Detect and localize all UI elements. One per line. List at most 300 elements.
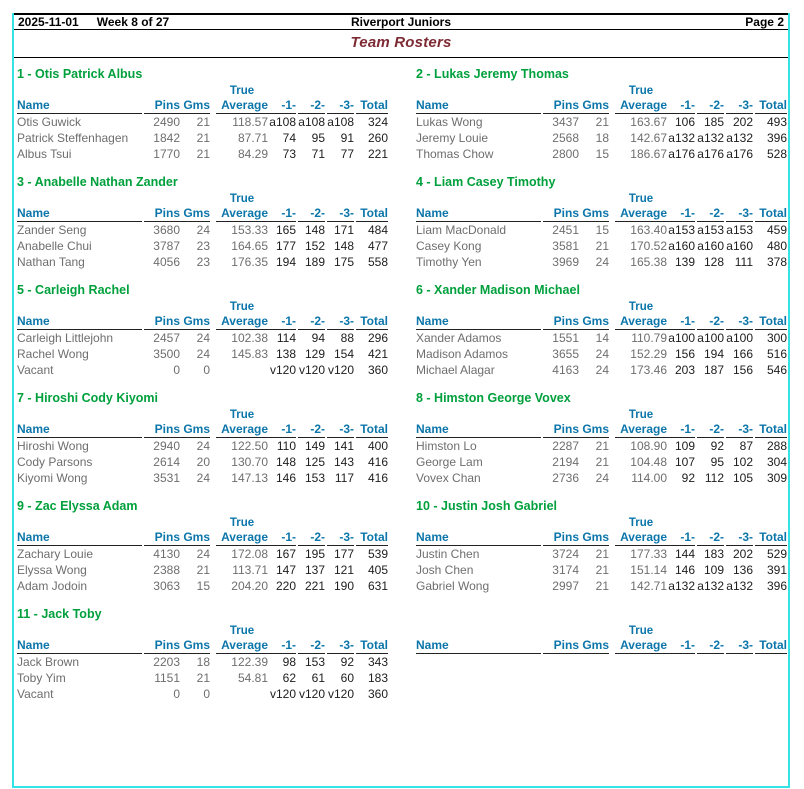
true-header-row (416, 193, 787, 206)
player-name: Vacant (17, 687, 54, 701)
game2-score: 71 (311, 147, 325, 161)
team-block (17, 496, 388, 594)
series-total: 416 (367, 455, 388, 469)
col-game3: -3- (726, 422, 753, 438)
player-games: 24 (595, 347, 609, 361)
col-game3: -3- (726, 98, 753, 114)
roster-table (17, 85, 388, 162)
player-pins: 3063 (153, 579, 180, 593)
team-block (17, 280, 388, 378)
player-name: Elyssa Wong (17, 563, 87, 577)
game2-score: 153 (304, 655, 325, 669)
col-total: Total (755, 98, 787, 114)
col-average: Average (615, 638, 667, 654)
game1-score: 220 (275, 579, 296, 593)
player-average: 176.35 (231, 255, 268, 269)
game1-score: 92 (681, 471, 695, 485)
game3-score: 166 (732, 347, 753, 361)
roster-row (416, 438, 787, 455)
game3-score: 141 (333, 439, 354, 453)
game3-score: a132 (726, 131, 753, 145)
col-game3: -3- (726, 638, 753, 654)
player-games: 21 (196, 671, 210, 685)
col-pins: Pins (144, 530, 180, 546)
player-pins: 3531 (153, 471, 180, 485)
page-number: Page 2 (745, 15, 784, 29)
column-header-row (17, 98, 388, 114)
roster-table (416, 409, 787, 486)
game2-score: 189 (304, 255, 325, 269)
column-header-row (17, 422, 388, 438)
series-total: 400 (367, 439, 388, 453)
player-name: Otis Guwick (17, 115, 82, 129)
game1-score: 146 (275, 471, 296, 485)
column-header-row (416, 314, 787, 330)
game2-score: 148 (304, 223, 325, 237)
series-total: 529 (766, 547, 787, 561)
player-pins: 2736 (552, 471, 579, 485)
report-title: Team Rosters (350, 34, 452, 51)
col-game1: -1- (268, 206, 296, 222)
roster-row (416, 454, 787, 470)
true-header-row (17, 301, 388, 314)
col-pins: Pins (543, 98, 579, 114)
player-average: 170.52 (630, 239, 667, 253)
player-games: 24 (196, 439, 210, 453)
series-total: 459 (766, 223, 787, 237)
series-total: 477 (367, 239, 388, 253)
game1-score: 167 (275, 547, 296, 561)
game2-score: a132 (697, 131, 724, 145)
player-name: Adam Jodoin (17, 579, 88, 593)
roster-table (17, 301, 388, 378)
player-games: 21 (196, 115, 210, 129)
col-total: Total (755, 314, 787, 330)
game1-score: 114 (276, 331, 296, 345)
player-games: 21 (595, 455, 609, 469)
player-average: 163.40 (630, 223, 667, 237)
series-total: 309 (766, 471, 787, 485)
team-title: 4 - Liam Casey Timothy (416, 175, 556, 189)
game2-score: a160 (697, 239, 724, 253)
series-total: 493 (766, 115, 787, 129)
col-gms: Gms (180, 98, 210, 114)
player-average: 147.13 (231, 471, 268, 485)
roster-row (416, 470, 787, 486)
roster-row (416, 330, 787, 347)
player-pins: 3680 (153, 223, 180, 237)
game1-score: 165 (275, 223, 296, 237)
roster-row (17, 238, 388, 254)
player-name: Patrick Steffenhagen (17, 131, 129, 145)
col-name: Name (416, 206, 541, 222)
player-average: 152.29 (630, 347, 667, 361)
col-pins: Pins (543, 422, 579, 438)
player-games: 24 (595, 471, 609, 485)
teams-grid (14, 58, 788, 708)
col-game2: -2- (298, 98, 325, 114)
game2-score: 153 (304, 471, 325, 485)
game3-score: 202 (732, 115, 753, 129)
player-name: Vovex Chan (416, 471, 481, 485)
team-block (17, 64, 388, 162)
player-name: Kiyomi Wong (17, 471, 88, 485)
true-label: True (628, 193, 654, 205)
roster-table (17, 625, 388, 702)
roster-row (17, 346, 388, 362)
game3-score: 102 (732, 455, 753, 469)
game2-score: 185 (703, 115, 724, 129)
col-pins: Pins (543, 638, 579, 654)
roster-row (416, 578, 787, 594)
true-label: True (628, 517, 654, 529)
col-total: Total (755, 206, 787, 222)
roster-row (17, 654, 388, 671)
column-header-row (416, 206, 787, 222)
col-game1: -1- (667, 530, 695, 546)
game1-score: 107 (674, 455, 695, 469)
true-label: True (229, 409, 255, 421)
player-pins: 4163 (552, 363, 579, 377)
roster-row (17, 438, 388, 455)
team-title: 7 - Hiroshi Cody Kiyomi (17, 391, 158, 405)
game3-score: v120 (327, 687, 354, 701)
game1-score: 146 (674, 563, 695, 577)
game2-score: 95 (710, 455, 724, 469)
game3-score: a108 (327, 115, 354, 129)
col-average: Average (615, 98, 667, 114)
col-game2: -2- (298, 638, 325, 654)
game3-score: 111 (734, 255, 753, 269)
game2-score: 112 (704, 471, 724, 485)
player-name: Zachary Louie (17, 547, 94, 561)
game1-score: v120 (269, 687, 296, 701)
series-total: 405 (367, 563, 388, 577)
team-block (416, 172, 787, 270)
true-header-row (17, 85, 388, 98)
game2-score: 95 (311, 131, 325, 145)
game2-score: 183 (703, 547, 724, 561)
player-pins: 3437 (552, 115, 579, 129)
player-name: Vacant (17, 363, 54, 377)
player-pins: 2940 (153, 439, 180, 453)
player-games: 21 (196, 563, 210, 577)
col-gms: Gms (579, 638, 609, 654)
col-name: Name (416, 422, 541, 438)
col-average: Average (216, 98, 268, 114)
series-total: 260 (367, 131, 388, 145)
player-games: 15 (595, 223, 609, 237)
team-title: 10 - Justin Josh Gabriel (416, 499, 558, 513)
series-total: 396 (766, 131, 787, 145)
game1-score: 147 (275, 563, 296, 577)
game1-score: 98 (282, 655, 296, 669)
game1-score: 148 (275, 455, 296, 469)
game2-score: v120 (298, 363, 325, 377)
player-name: Jeremy Louie (416, 131, 489, 145)
col-game3: -3- (726, 314, 753, 330)
game2-score: 129 (304, 347, 325, 361)
player-games: 14 (595, 331, 609, 345)
col-game2: -2- (697, 314, 724, 330)
player-name: Casey Kong (416, 239, 482, 253)
league-name: Riverport Juniors (350, 15, 452, 29)
game1-score: a108 (269, 115, 296, 129)
player-name: George Lam (416, 455, 483, 469)
col-average: Average (216, 206, 268, 222)
true-header-row (17, 409, 388, 422)
roster-row (17, 686, 388, 702)
series-total: 221 (367, 147, 388, 161)
game2-score: a176 (697, 147, 724, 161)
column-header-row (17, 638, 388, 654)
player-average: 122.50 (231, 439, 268, 453)
col-game1: -1- (268, 422, 296, 438)
col-game2: -2- (697, 530, 724, 546)
series-total: 631 (367, 579, 388, 593)
column-header-row (416, 422, 787, 438)
col-gms: Gms (579, 98, 609, 114)
game3-score: 91 (340, 131, 354, 145)
true-label: True (628, 85, 654, 97)
team-title (416, 607, 787, 622)
roster-row (17, 470, 388, 486)
player-games: 15 (595, 147, 609, 161)
game3-score: 105 (732, 471, 753, 485)
col-game3: -3- (327, 638, 354, 654)
col-total: Total (356, 422, 388, 438)
col-total: Total (356, 314, 388, 330)
player-name: Lukas Wong (416, 115, 483, 129)
col-game2: -2- (298, 314, 325, 330)
player-average: 177.33 (630, 547, 667, 561)
player-games: 21 (196, 147, 210, 161)
player-average: 142.67 (630, 131, 667, 145)
player-games: 15 (196, 579, 210, 593)
game1-score: 73 (282, 147, 296, 161)
game2-score: 195 (304, 547, 325, 561)
game2-score: 137 (304, 563, 325, 577)
game1-score: 203 (674, 363, 695, 377)
roster-row (17, 114, 388, 131)
game1-score: a160 (668, 239, 695, 253)
roster-table (17, 409, 388, 486)
player-name: Anabelle Chui (17, 239, 92, 253)
report-date: 2025-11-01 (18, 15, 79, 29)
player-pins: 3787 (153, 239, 180, 253)
game1-score: a132 (668, 131, 695, 145)
col-game3: -3- (327, 314, 354, 330)
col-average: Average (615, 314, 667, 330)
game2-score: a132 (697, 579, 724, 593)
col-game1: -1- (268, 98, 296, 114)
series-total: 300 (766, 331, 787, 345)
player-average: 104.48 (630, 455, 667, 469)
game3-score: 77 (340, 147, 354, 161)
series-total: 484 (367, 223, 388, 237)
player-average: 151.14 (630, 563, 667, 577)
true-header-row (416, 301, 787, 314)
game1-score: 110 (276, 439, 296, 453)
player-pins: 2451 (552, 223, 579, 237)
column-header-row (416, 638, 787, 654)
col-game2: -2- (697, 206, 724, 222)
player-average: 130.70 (231, 455, 268, 469)
col-game1: -1- (667, 206, 695, 222)
roster-row (17, 222, 388, 239)
col-game3: -3- (327, 98, 354, 114)
team-title: 11 - Jack Toby (17, 607, 102, 621)
player-pins: 2203 (153, 655, 180, 669)
col-pins: Pins (543, 206, 579, 222)
player-name: Hiroshi Wong (17, 439, 89, 453)
game3-score: 88 (340, 331, 354, 345)
game3-score: 177 (333, 547, 354, 561)
col-pins: Pins (144, 314, 180, 330)
player-pins: 2614 (153, 455, 180, 469)
player-games: 24 (196, 347, 210, 361)
player-games: 24 (196, 547, 210, 561)
player-average: 122.39 (231, 655, 268, 669)
player-average: 164.65 (231, 239, 268, 253)
true-label: True (229, 193, 255, 205)
player-average: 102.38 (231, 331, 268, 345)
player-average (216, 362, 268, 378)
title-band (14, 30, 788, 58)
game3-score: 87 (739, 439, 753, 453)
player-games: 20 (196, 455, 210, 469)
true-header-row (416, 625, 787, 638)
col-pins: Pins (144, 98, 180, 114)
team-block (416, 280, 787, 378)
player-pins: 2997 (552, 579, 579, 593)
game3-score: 154 (333, 347, 354, 361)
page-sheet (12, 13, 790, 788)
col-gms: Gms (579, 530, 609, 546)
col-average: Average (615, 530, 667, 546)
true-label: True (628, 301, 654, 313)
roster-row (17, 330, 388, 347)
true-header-row (416, 85, 787, 98)
game3-score: 143 (333, 455, 354, 469)
game1-score: 62 (282, 671, 296, 685)
game3-score: 202 (732, 547, 753, 561)
player-pins: 2490 (153, 115, 180, 129)
col-gms: Gms (180, 530, 210, 546)
game3-score: a153 (726, 223, 753, 237)
col-average: Average (615, 206, 667, 222)
team-block (416, 604, 787, 654)
game2-score: a108 (298, 115, 325, 129)
player-average: 118.57 (232, 115, 268, 129)
game2-score: 109 (703, 563, 724, 577)
series-total: 288 (766, 439, 787, 453)
game1-score: 74 (282, 131, 296, 145)
game3-score: v120 (327, 363, 354, 377)
roster-row (416, 362, 787, 378)
series-total: 396 (766, 579, 787, 593)
col-game3: -3- (327, 422, 354, 438)
player-games: 18 (595, 131, 609, 145)
player-average: 145.83 (231, 347, 268, 361)
true-header-row (17, 193, 388, 206)
player-games: 24 (196, 331, 210, 345)
series-total: 378 (766, 255, 787, 269)
series-total: 343 (367, 655, 388, 669)
col-pins: Pins (144, 422, 180, 438)
player-games: 21 (196, 131, 210, 145)
player-name: Zander Seng (17, 223, 87, 237)
game1-score: 194 (275, 255, 296, 269)
game2-score: 61 (311, 671, 325, 685)
player-games: 24 (196, 223, 210, 237)
col-gms: Gms (579, 206, 609, 222)
player-pins: 1551 (552, 331, 579, 345)
col-name: Name (17, 422, 142, 438)
player-pins: 3174 (552, 563, 579, 577)
col-total: Total (356, 638, 388, 654)
roster-table (17, 193, 388, 270)
col-game3: -3- (327, 530, 354, 546)
roster-row (17, 546, 388, 563)
header-left (18, 15, 169, 29)
player-games: 21 (595, 579, 609, 593)
series-total: 183 (367, 671, 388, 685)
player-pins: 3969 (552, 255, 579, 269)
col-name: Name (416, 98, 541, 114)
series-total: 360 (367, 363, 388, 377)
team-title: 9 - Zac Elyssa Adam (17, 499, 138, 513)
player-games: 18 (196, 655, 210, 669)
game2-score: 128 (703, 255, 724, 269)
roster-table (416, 193, 787, 270)
player-average: 172.08 (231, 547, 268, 561)
col-game2: -2- (697, 98, 724, 114)
player-games: 21 (595, 439, 609, 453)
game2-score: 194 (703, 347, 724, 361)
team-block (17, 604, 388, 702)
series-total: 304 (766, 455, 787, 469)
series-total: 391 (766, 563, 787, 577)
player-games: 0 (203, 687, 210, 701)
col-name: Name (17, 206, 142, 222)
col-total: Total (755, 530, 787, 546)
game3-score: a132 (726, 579, 753, 593)
col-pins: Pins (543, 530, 579, 546)
roster-table (416, 625, 787, 654)
col-gms: Gms (180, 638, 210, 654)
player-average: 113.71 (232, 563, 268, 577)
player-average: 173.46 (630, 363, 667, 377)
player-pins: 0 (173, 687, 180, 701)
col-game3: -3- (726, 206, 753, 222)
roster-row (17, 130, 388, 146)
series-total: 360 (367, 687, 388, 701)
player-pins: 0 (173, 363, 180, 377)
col-total: Total (755, 422, 787, 438)
player-average: 84.29 (237, 147, 268, 161)
roster-table (416, 517, 787, 594)
player-name: Justin Chen (416, 547, 480, 561)
game3-score: 136 (732, 563, 753, 577)
player-games: 23 (196, 255, 210, 269)
team-title: 8 - Himston George Vovex (416, 391, 571, 405)
game3-score: 60 (340, 671, 354, 685)
player-name: Madison Adamos (416, 347, 509, 361)
col-game1: -1- (268, 638, 296, 654)
game3-score: 171 (333, 223, 354, 237)
player-name: Thomas Chow (416, 147, 494, 161)
